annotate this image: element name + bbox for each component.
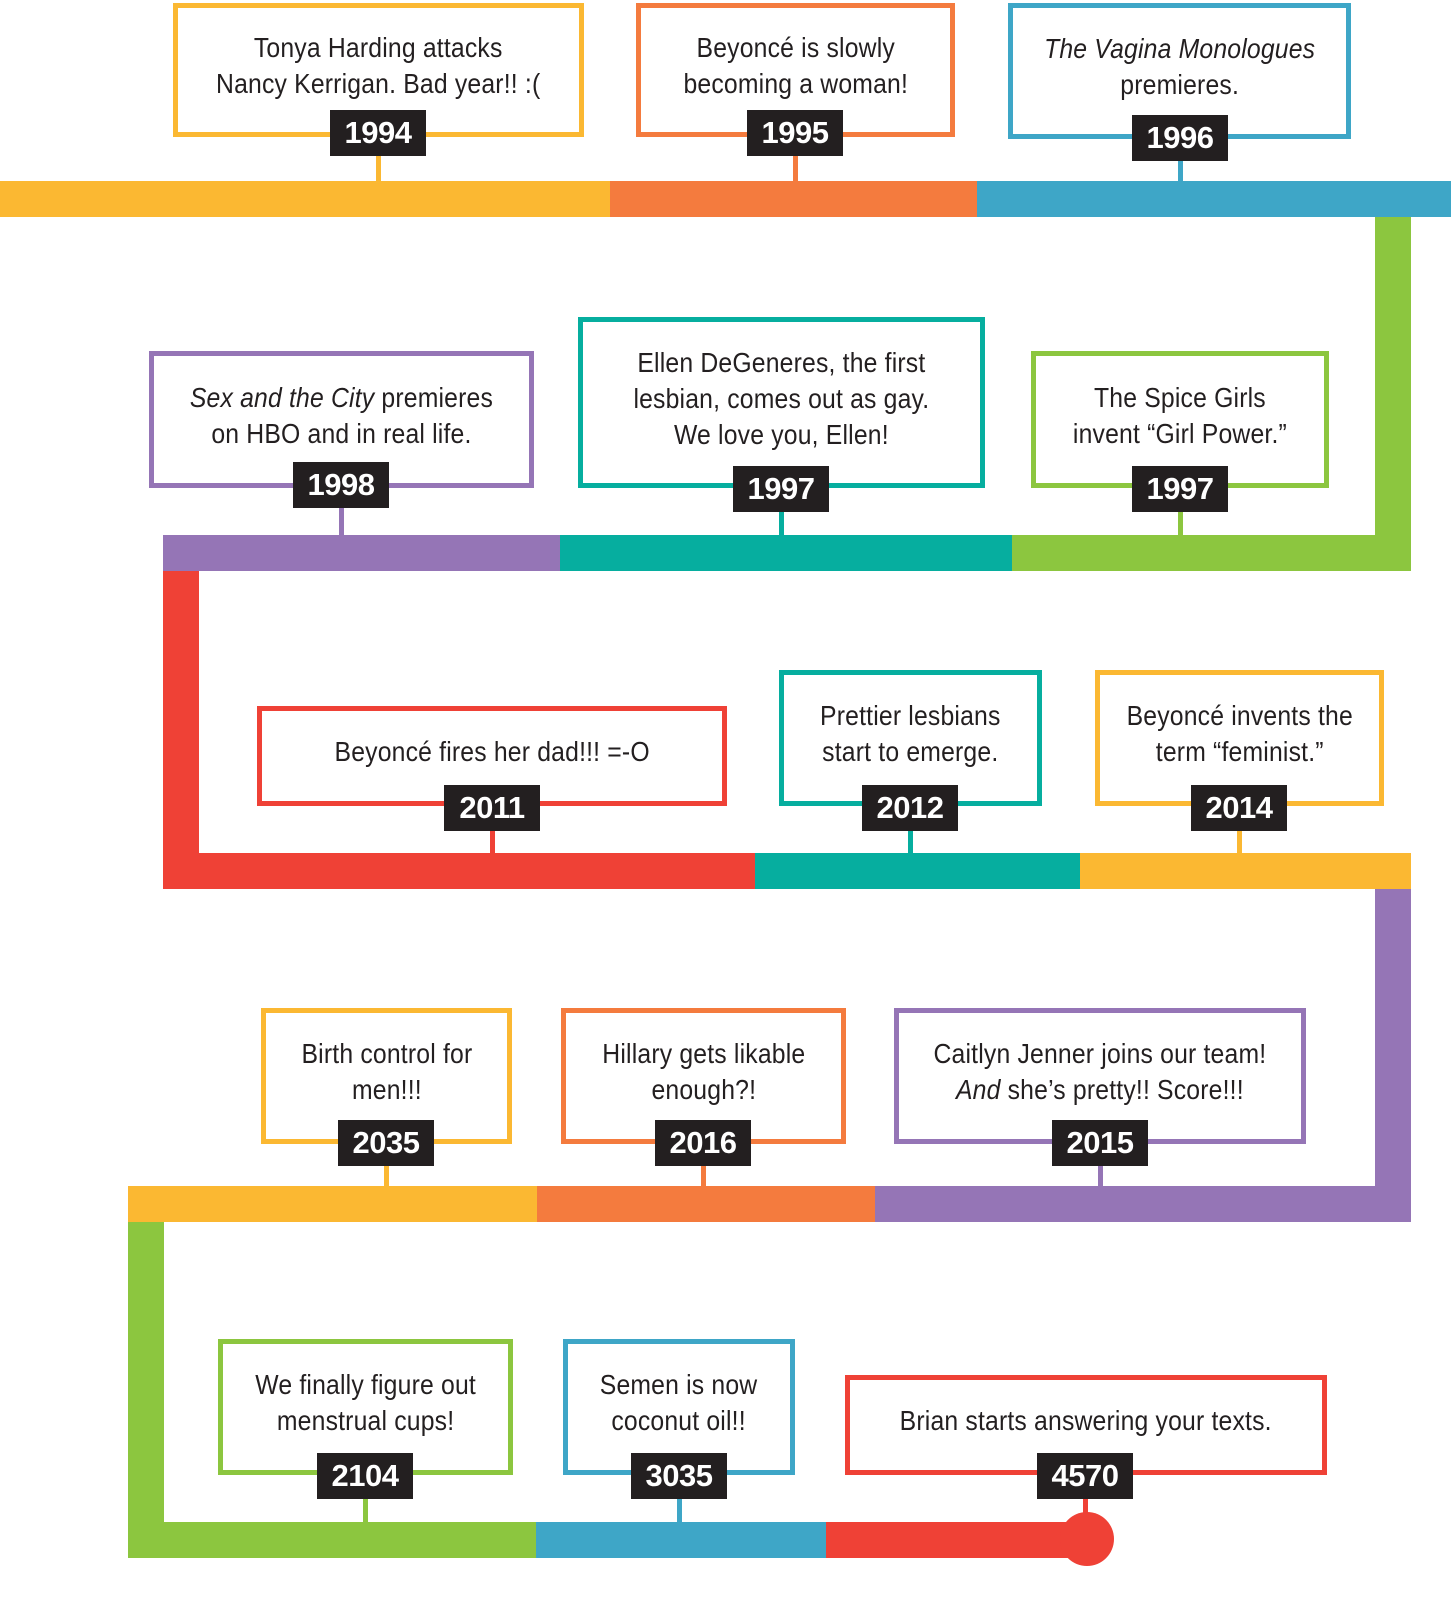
timeline-segment [128,1522,538,1558]
event-year-label: 4570 [1037,1453,1133,1499]
event-year-label: 1998 [293,462,389,508]
event-text-run: Sex and the City [189,381,375,413]
event-description [600,1367,758,1447]
event-year-label: 2014 [1191,785,1287,831]
event-connector [1178,161,1183,181]
event-description [1044,31,1315,111]
event-text-run: coconut oil!! [611,1405,747,1436]
event-line [216,66,540,102]
event-line [1126,698,1352,734]
event-line [934,1072,1267,1108]
event-year-label: 2015 [1052,1120,1148,1166]
event-line [600,1403,758,1439]
event-text-run: Ellen DeGeneres, the first [637,346,926,378]
event-text-run: We love you, Ellen! [674,418,889,450]
event-description [190,380,493,460]
timeline-segment [755,853,1083,889]
event-line [900,1403,1272,1439]
event-connector [1098,1166,1103,1186]
timeline-segment [873,1186,1411,1222]
event-connector [701,1166,706,1186]
event-connector [1178,512,1183,535]
event-year-label: 2011 [444,785,540,831]
event-connector [908,831,913,853]
event-connector [490,831,495,853]
event-year-label: 2016 [655,1120,751,1166]
event-line [1073,416,1287,452]
event-line [683,30,908,66]
event-year-label: 1996 [1132,115,1228,161]
event-text-run: We finally figure out [255,1369,476,1400]
event-line [1126,734,1352,770]
event-line [634,345,930,381]
event-year-label: 3035 [631,1453,727,1499]
event-line [190,380,493,416]
event-line [190,416,493,452]
event-text-run: The Spice Girls [1094,381,1266,413]
event-description [1126,698,1352,778]
timeline-segment [128,1186,537,1222]
timeline-segment [163,571,199,889]
event-line [820,734,1001,770]
event-text-run: menstrual cups! [276,1405,455,1436]
event-line [820,698,1001,734]
event-line [934,1036,1267,1072]
event-line [255,1403,476,1439]
event-text-run: she’s pretty!! Score!!! [1000,1074,1244,1105]
event-year-label: 2104 [317,1453,413,1499]
event-line [1044,67,1315,103]
event-line [634,417,930,453]
event-text-run: Beyoncé is slowly [696,32,895,63]
event-connector [376,156,381,181]
event-description [301,1036,472,1116]
event-line [683,66,908,102]
event-description [602,1036,805,1116]
event-description [334,734,649,778]
event-description [683,30,908,110]
event-text-run: Birth control for [301,1038,472,1069]
event-text-run: term “feminist.” [1155,736,1324,767]
event-text-run: Caitlyn Jenner joins our team! [933,1038,1267,1069]
event-description [634,345,930,461]
event-text-run: Tonya Harding attacks [254,32,503,63]
event-text-run: premieres. [1120,69,1239,100]
event-description [900,1403,1272,1447]
event-line [1073,380,1287,416]
event-line [334,734,649,770]
event-year-label: 1994 [330,110,426,156]
event-text-run: on HBO and in real life. [211,417,472,449]
timeline-segment [826,1522,1088,1558]
timeline-segment [1375,217,1411,571]
event-line [602,1072,805,1108]
event-connector [1237,831,1242,853]
timeline-segment [536,1522,828,1558]
event-text-run: Nancy Kerrigan. Bad year!! :( [216,68,541,99]
event-text-run: start to emerge. [822,736,999,767]
event-text-run: lesbian, comes out as gay. [633,382,930,414]
event-text-run: Beyoncé invents the [1126,700,1353,731]
timeline-segment [1010,535,1411,571]
event-year-label: 2012 [862,785,958,831]
event-line [255,1367,476,1403]
event-text-run: The Vagina Monologues [1043,33,1316,64]
event-connector [793,156,798,181]
event-text-run: Hillary gets likable [601,1038,806,1069]
event-connector [363,1499,368,1522]
event-description [255,1367,476,1447]
timeline-segment [558,535,1012,571]
event-connector [779,512,784,535]
event-year-label: 1997 [733,466,829,512]
timeline-segment [0,181,612,217]
event-year-label: 1997 [1132,466,1228,512]
event-text-run: enough?! [651,1074,756,1105]
event-line [1044,31,1315,67]
event-description [216,30,540,110]
event-text-run: becoming a woman! [683,68,908,99]
timeline-segment [535,1186,875,1222]
timeline-segment [128,1222,164,1558]
event-text-run: Beyoncé fires her dad!!! =-O [334,736,650,767]
event-connector [339,508,344,535]
timeline-segment [163,535,560,571]
event-year-label: 2035 [338,1120,434,1166]
event-line [301,1072,472,1108]
timeline-segment [163,853,757,889]
event-connector [677,1499,682,1522]
event-line [634,381,930,417]
event-description [1073,380,1287,460]
event-line [602,1036,805,1072]
event-connector [384,1166,389,1186]
event-line [216,30,540,66]
timeline-segment [610,181,980,217]
event-box [578,317,985,488]
event-year-label: 1995 [747,110,843,156]
event-text-run: And [956,1074,1001,1105]
event-text-run: Prettier lesbians [820,700,1001,731]
event-description [934,1036,1267,1116]
event-line [301,1036,472,1072]
event-line [600,1367,758,1403]
event-text-run: Brian starts answering your texts. [899,1405,1273,1436]
event-text-run: men!!! [351,1074,422,1105]
event-text-run: invent “Girl Power.” [1072,417,1288,449]
timeline-segment [1080,853,1411,889]
event-text-run: premieres [374,381,494,413]
event-text-run: Semen is now [600,1369,758,1400]
event-description [820,698,1001,778]
timeline-segment [1375,889,1411,1222]
event-connector [1083,1499,1088,1522]
